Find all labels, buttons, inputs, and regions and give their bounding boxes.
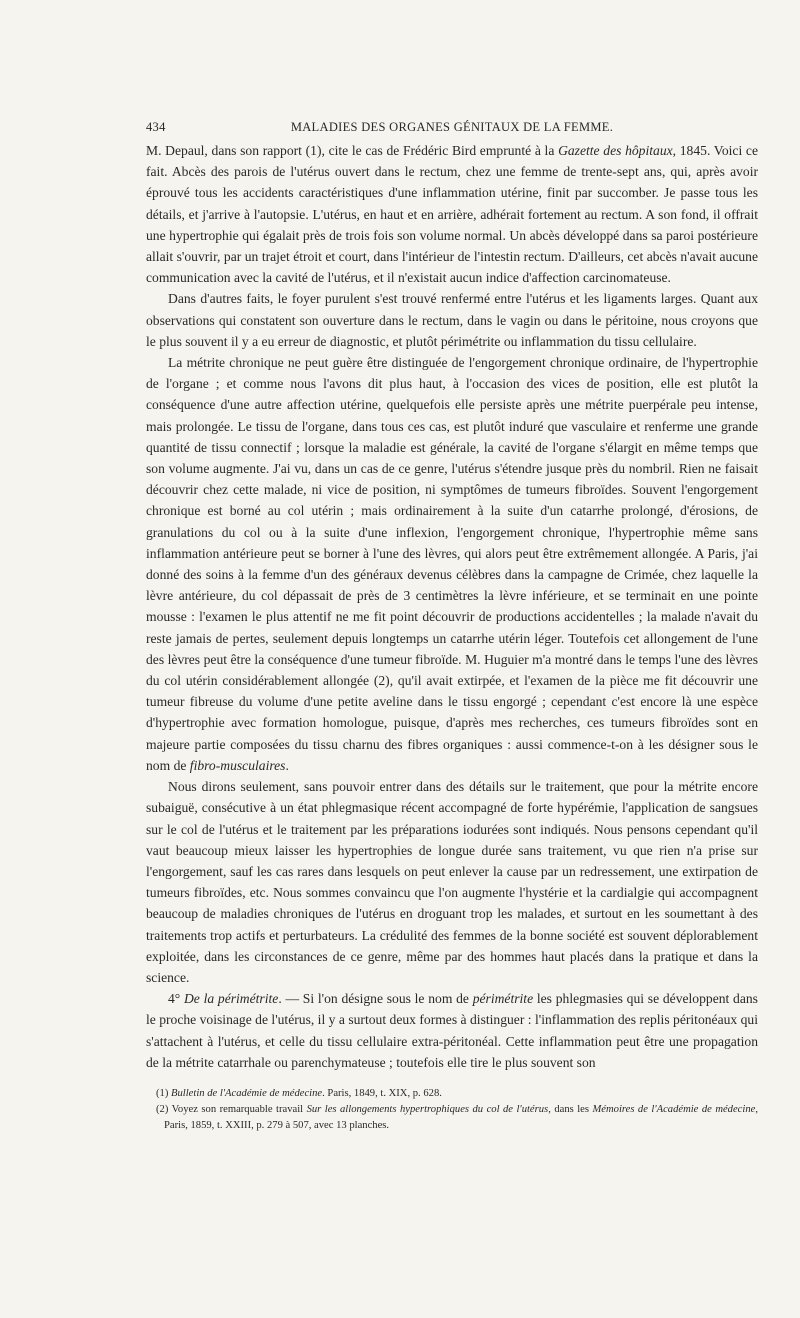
footnote-text: (2) Voyez son remarquable travail (156, 1104, 307, 1115)
italic-term: périmétrite (472, 991, 534, 1007)
running-head: MALADIES DES ORGANES GÉNITAUX DE LA FEMME. (290, 120, 614, 134)
paragraph (146, 288, 758, 352)
footnotes (146, 1086, 758, 1134)
italic-term: fibro-musculaires (189, 757, 286, 773)
paragraph-text: M. Depaul, dans son rapport (1), cite le cas de Frédéric Bird emprunté à la (146, 143, 559, 158)
paragraph-text: Nous dirons seulement, sans pouvoir entrer dans des détails sur le traitement, que pour la métrite encore subaiguë, consécutive à un état phlegmasique récent accompagné de forte hypérémie, l'application de sangsues sur le col de l'utérus et le traitement par les préparations iodurées sont indiqués. Nous pensons cependant qu'il vaut beaucoup mieux laisser les hypertrophies de longue durée sans traitement, vu que rien n'a prise sur l'engorgement, sauf les cas rares dans lesquels on peut enlever la cause par un redressement, une extirpation de tumeurs fibroïdes, etc. Nous sommes convaincu que l'on augmente l'hystérie et la cardialgie qui accompagnent beaucoup de maladies chroniques de l'utérus en droguant trop les malades, et surtout en les soumettant à des traitements trop actifs et perturbateurs. La crédulité des femmes de la bonne société est souvent déplorablement exploitée, dans les circonstances de ce genre, même par des hommes haut placés dans la pratique et dans la science. (146, 779, 758, 985)
page-number: 434 (146, 120, 166, 134)
journal-title: Gazette des hôpitaux (558, 143, 673, 158)
footnote-text: , Paris, 1859, t. XXIII, p. 279 à 507, avec 13 planches. (164, 1104, 758, 1131)
section-number: 4° (168, 991, 184, 1007)
page-header (146, 120, 758, 140)
footnote-marker: (1) (156, 1088, 172, 1099)
footnote-text: , dans les (548, 1104, 593, 1115)
paragraph (146, 776, 758, 988)
paragraph-text: . (285, 757, 289, 773)
body-text (146, 140, 758, 1073)
citation-title: Sur les allongements hypertrophiques du col de l'utérus (306, 1104, 549, 1115)
paragraph-text: . — Si l'on désigne sous le nom de (278, 991, 473, 1007)
footnote (146, 1086, 758, 1102)
paragraph-text: La métrite chronique ne peut guère être distinguée de l'engorgement chronique ordinaire, de l'hypertrophie de l'organe ; et comme nous l'avons dit plus haut, à l'occasion des vices de position, elle est plutôt la conséquence d'une autre affection utérine, quelquefois elle persiste après une métrite puerpérale peu intense, mais prolongée. Le tissu de l'organe, dans tous ces cas, est plutôt induré que vasculaire et renferme une grande quantité de tissu connectif ; lorsque la maladie est générale, la cavité de l'organe s'élargit en même temps que son volume augmente. J'ai vu, dans un cas de ce genre, l'utérus s'étendre jusque près du nombril. Rien ne faisait découvrir chez cette malade, ni vice de position, ni symptômes de tumeurs fibroïdes. Souvent l'engorgement chronique est borné au col utérin ; mais ordinairement à la suite d'un catarrhe prolongé, d'érosions, de granulations du col ou à la suite d'une inflexion, l'engorgement chronique, l'hypertrophie même sans inflammation antérieure peut se borner à l'une des lèvres, qui alors peut être extrêmement allongée. A Paris, j'ai donné des soins à la femme d'un des généraux devenus célèbres dans la campagne de Crimée, chez laquelle la lèvre antérieure, du col dépassait de près de 3 centimètres la lèvre inférieure, et se terminait en une pointe mousse : l'examen le plus attentif ne me fit point découvrir de productions accidentelles ; la malade n'avait du reste jamais de pertes, seulement depuis longtemps un catarrhe utérin léger. Toutefois cet allongement de l'une des lèvres peut être la conséquence d'une tumeur fibroïde. M. Huguier m'a montré dans le temps l'une des lèvres du col utérin considérablement allongée (2), qu'il avait extirpée, et l'examen de la pièce me fit découvrir une tumeur fibreuse du volume d'une petite aveline dans le tissu engorgé ; cependant c'est encore là une espèce d'hypertrophie avec formation homologue, puisque, d'après mes recherches, ces tumeurs fibroïdes sont en majeure partie composées du tissu charnu des fibres organiques : aussi commence-t-on à les désigner sous le nom de (146, 355, 758, 773)
section-title: De la périmétrite (183, 991, 279, 1007)
paragraph-text: , 1845. Voici ce fait. Abcès des parois de l'utérus ouvert dans le rectum, chez une femme de trente-sept ans, qui, après avoir éprouvé tous les accidents caractéristiques d'une inflammation utérine, finit par succomber. Je passe tous les détails, et j'arrive à l'autopsie. L'utérus, en haut et en arrière, adhérait fortement au rectum. A son fond, il offrait une hypertrophie qui égalait près de trois fois son volume normal. Un abcès développé dans sa paroi postérieure allait s'ouvrir, par un trajet étroit et court, dans l'intérieur de l'intestin rectum. D'ailleurs, cet abcès n'avait aucune communication avec la cavité de l'utérus, et il n'existait aucun indice d'affection carcinomateuse. (146, 143, 758, 286)
paragraph (146, 352, 758, 776)
paragraph (146, 140, 758, 288)
paragraph-text: Dans d'autres faits, le foyer purulent s'est trouvé renfermé entre l'utérus et les ligaments larges. Quant aux observations qui constatent son ouverture dans le rectum, dans le vagin ou dans le péritoine, nous croyons que le plus souvent il y a eu erreur de diagnostic, et plutôt périmétrite ou inflammation du tissu cellulaire. (146, 291, 758, 349)
footnote (146, 1102, 758, 1134)
citation-title: Mémoires de l'Académie de médecine (592, 1104, 756, 1115)
footnote-text: . Paris, 1849, t. XIX, p. 628. (322, 1088, 442, 1099)
paragraph-text: les phlegmasies qui se développent dans le proche voisinage de l'utérus, il y a surtout deux formes à distinguer : l'inflammation des replis péritonéaux qui s'attachent à l'utérus, et celle du tissu cellulaire extra-péritonéal. Cette inflammation peut être une propagation de la métrite catarrhale ou parenchymateuse ; toutefois elle tire le plus souvent son (146, 991, 758, 1070)
paragraph (146, 988, 758, 1073)
citation-title: Bulletin de l'Académie de médecine (171, 1088, 323, 1099)
